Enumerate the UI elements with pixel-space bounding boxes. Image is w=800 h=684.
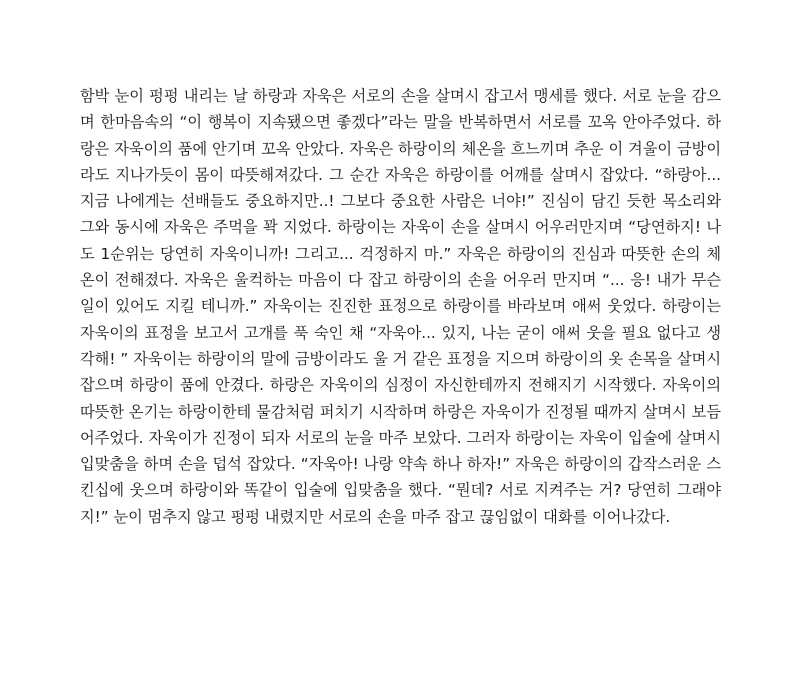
story-paragraph: 함박 눈이 펑펑 내리는 날 하랑과 자욱은 서로의 손을 살며시 잡고서 맹세를 했다. 서로 눈을 감으며 한마음속의 “이 행복이 지속됐으면 좋겠다”라는 말을 반복하면서 서로를 꼬옥 안아주었다. 하랑은 자욱이의 품에 안기며 꼬옥 안았다. 자욱은 하랑이의 체온을 흐느끼며 추운 이 겨울이 금방이라도 지나가듯이 몸이 따뜻해져갔다. 그 순간 자욱은 하랑이를 어깨를 살며시 잡았다. “하랑아... 지금 나에게는 선배들도 중요하지만..! 그보다 중요한 사람은 너야!” 진심이 담긴 듯한 목소리와 그와 동시에 자욱은 주먹을 꽉 지었다. 하랑이는 자욱이 손을 살며시 어우러만지며 “당연하지! 나도 1순위는 당연히 자욱이니까! 그리고... 걱정하지 마.” 자욱은 하랑이의 진심과 따뜻한 손의 체온이 전해졌다. 자욱은 울컥하는 마음이 다 잡고 하랑이의 손을 어우러 만지며 “... 응! 내가 무슨 일이 있어도 지킬 테니까.” 자욱이는 진진한 표정으로 하랑이를 바라보며 애써 웃었다. 하랑이는 자욱이의 표정을 보고서 고개를 푹 숙인 채 “자욱아... 있지, 나는 굳이 애써 웃을 필요 없다고 생각해! ” 자욱이는 하랑이의 말에 금방이라도 울 거 같은 표정을 지으며 하랑이의 옷 손목을 살며시 잡으며 하랑이 품에 안겼다. 하랑은 자욱이의 심정이 자신한테까지 전해지기 시작했다. 자욱이의 따뜻한 온기는 하랑이한테 물감처럼 퍼치기 시작하며 하랑은 자욱이가 진정될 때까지 살며시 보듬어주었다. 자욱이가 진정이 되자 서로의 눈을 마주 보았다. 그러자 하랑이는 자욱이 입술에 살며시 입맞춤을 하며 손을 덥석 잡았다. “자욱아! 나랑 약속 하나 하자!” 자욱은 하랑이의 갑작스러운 스킨십에 웃으며 하랑이와 똑같이 입술에 입맞춤을 했다. “뭔데? 서로 지켜주는 거? 당연히 그래야지!” 눈이 멈추지 않고 펑펑 내렸지만 서로의 손을 마주 잡고 끊임없이 대화를 이어나갔다. [80, 87, 721, 526]
